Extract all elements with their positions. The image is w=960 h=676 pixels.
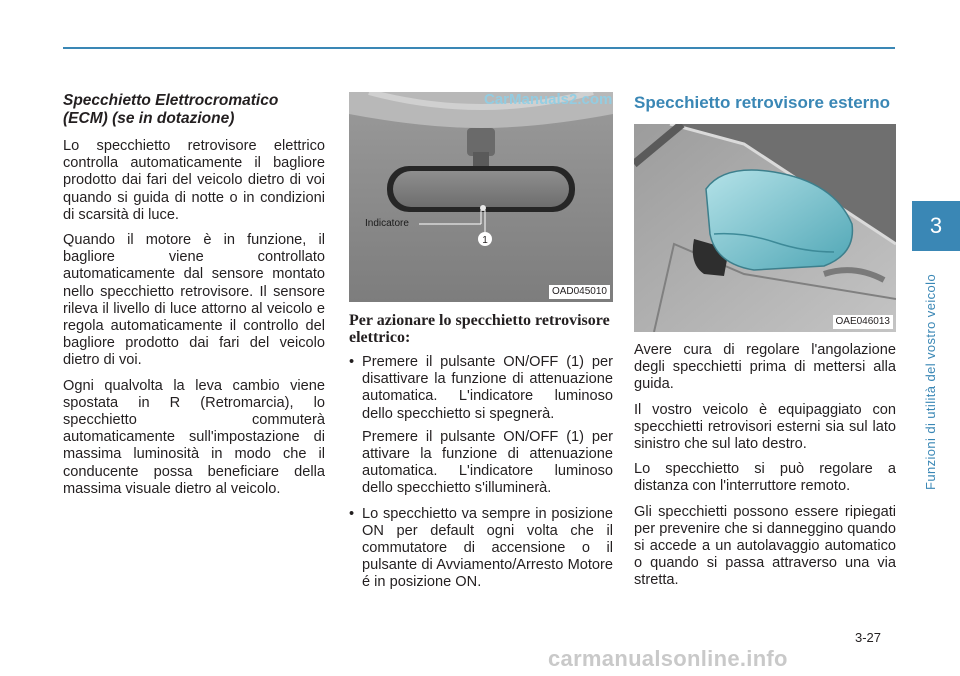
watermark-top: CarManuals2.com xyxy=(484,91,613,108)
exterior-paragraph-3: Lo specchietto si può regolare a distanza con l'interruttore remoto. xyxy=(634,461,896,495)
exterior-mirror-heading: Specchietto retrovisore esterno xyxy=(634,93,891,112)
ecm-heading: Specchietto Elettrocromatico (ECM) (se in dotazione) xyxy=(63,92,279,127)
interior-mirror-illustration xyxy=(349,92,613,302)
header-rule xyxy=(63,47,895,49)
exterior-mirror-illustration xyxy=(634,124,896,332)
callout-number: 1 xyxy=(482,235,488,246)
column-right xyxy=(634,92,896,598)
exterior-mirror-figure xyxy=(634,124,896,332)
chapter-tab[interactable]: 3 xyxy=(912,201,960,251)
figure-code: OAD045010 xyxy=(549,285,610,299)
column-middle xyxy=(349,92,613,600)
ecm-paragraph-2: Quando il motore è in funzione, il bagliore viene controllato automaticamente dal sensore montato nello specchietto retrovisore. Il sensore rileva il livello di luce attorno al veicolo e regola automaticamente il controllo del bagliore prodotto dai fari del veicolo dietro di voi. xyxy=(63,232,325,369)
operate-heading: Per azionare lo specchietto retrovisore elettrico: xyxy=(349,312,610,346)
bullet-paragraph: Lo specchietto va sempre in posizione ON per default ogni volta che il commutatore di accensione o il pulsante di Avviamento/Arresto Motore é in posizione ON. xyxy=(362,505,613,591)
bullet-paragraph: Premere il pulsante ON/OFF (1) per attivare la funzione di attenuazione automatica. L'indicatore luminoso dello specchietto s'illuminerà. xyxy=(362,428,613,497)
exterior-paragraph-1: Avere cura di regolare l'angolazione degli specchietti prima di mettersi alla guida. xyxy=(634,342,896,393)
bullet-paragraph: Premere il pulsante ON/OFF (1) per disattivare la funzione di attenuazione automatica. L'indicatore luminoso dello specchietto si spegnerà. xyxy=(362,354,613,422)
interior-mirror-figure xyxy=(349,92,613,302)
ecm-paragraph-3: Ogni qualvolta la leva cambio viene spostata in R (Retromarcia), lo specchietto commuterà automaticamente sull'impostazione di massima luminosità in modo che il conducente possa beneficiare della massima visuale dietro al veicolo. xyxy=(63,377,325,497)
figure-code: OAE046013 xyxy=(833,315,894,329)
chapter-title: Funzioni di utilità del vostro veicolo xyxy=(923,273,938,490)
column-left xyxy=(63,92,325,506)
indicator-label: Indicatore xyxy=(365,218,409,229)
exterior-paragraph-2: Il vostro veicolo è equipaggiato con specchietti retrovisori esterni sia sul lato sinistro che sul lato destro. xyxy=(634,401,896,453)
page-number: 3-27 xyxy=(855,630,882,645)
watermark-bottom: carmanualsonline.info xyxy=(548,646,788,671)
ecm-paragraph-1: Lo specchietto retrovisore elettrico controlla automaticamente il bagliore prodotto dai fari del veicolo dietro di voi quando si guida di notte o in condizioni di scarsità di luce. xyxy=(63,138,325,223)
list-item xyxy=(349,506,613,592)
exterior-paragraph-4: Gli specchietti possono essere ripiegati per prevenire che si danneggino quando si accede a un autolavaggio automatico o quando si passa attraverso una via stretta. xyxy=(634,503,896,589)
list-item xyxy=(349,354,613,498)
instructions-list xyxy=(349,354,613,592)
bullet-glyph: • xyxy=(349,505,355,522)
bullet-glyph: • xyxy=(349,354,355,370)
